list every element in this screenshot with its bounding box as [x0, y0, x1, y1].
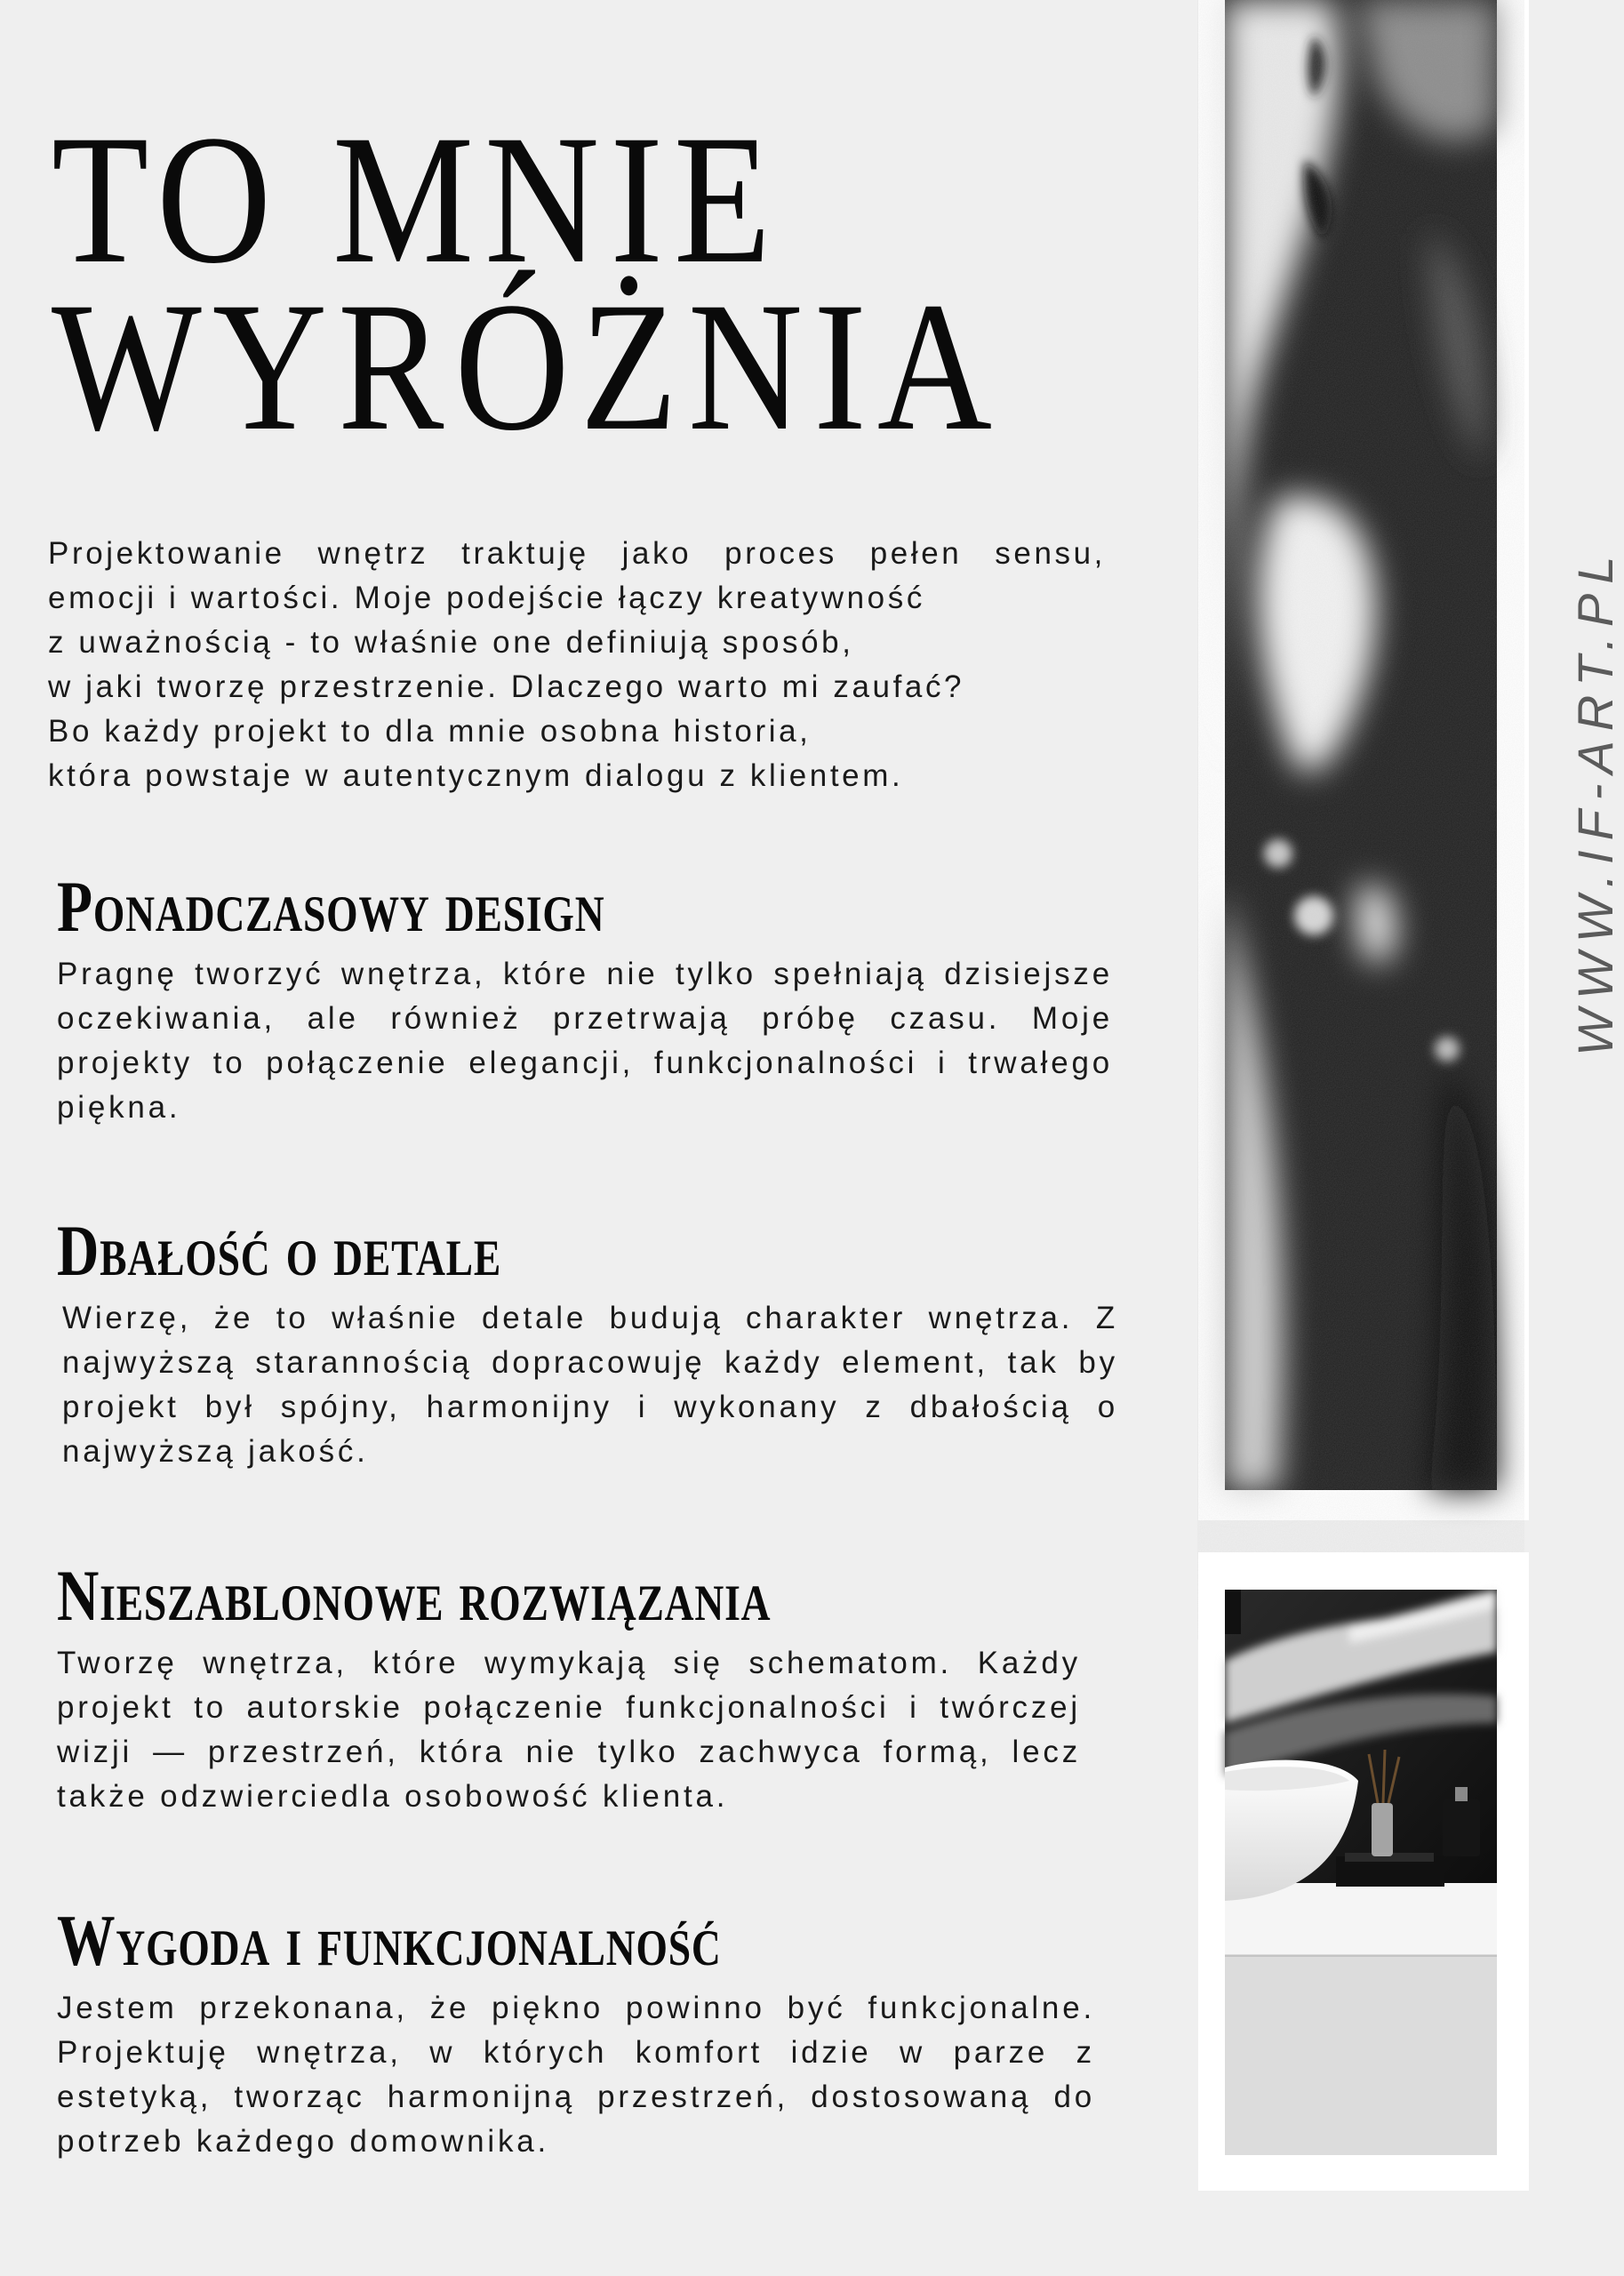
bathroom-photo: [1225, 1590, 1497, 2155]
intro-line: w jaki tworzę przestrzenie. Dlaczego warto mi zaufać?: [48, 669, 965, 704]
section-unconventional-solutions: [57, 1556, 1081, 1819]
photo-frame-marble: [1198, 0, 1529, 1520]
intro-line: z uważnością - to właśnie one definiują sposób,: [48, 625, 854, 660]
page-title-line-1: TO MNIE: [52, 97, 782, 301]
intro-line: która powstaje w autentycznym dialogu z klientem.: [48, 758, 904, 793]
intro-paragraph: [48, 532, 1106, 798]
marble-photo: [1225, 0, 1497, 1490]
intro-line: emocji i wartości. Moje podejście łączy kreatywność: [48, 581, 925, 615]
section-attention-to-detail: [57, 1211, 1118, 1474]
section-heading: Dbałość o detale: [57, 1210, 502, 1291]
section-heading: Ponadczasowy design: [57, 866, 605, 947]
section-text: Jestem przekonana, że piękno powinno być funkcjonalne. Projektuję wnętrza, w których komfort idzie w parze z estetyką, tworząc harmonijną przestrzeń, dostosowaną do potrzeb każdego domownika.: [57, 1991, 1095, 2159]
page-title: [52, 97, 1007, 469]
section-text: Pragnę tworzyć wnętrza, które nie tylko spełniają dzisiejsze oczekiwania, ale również przetrwają próbę czasu. Moje projekty to połączenie elegancji, funkcjonalności i trwałego piękna.: [57, 957, 1113, 1125]
photo-frame-bathroom: [1198, 1552, 1529, 2191]
website-url: WWW.IF-ART.PL: [1567, 546, 1623, 1056]
intro-line: Projektowanie wnętrz traktuję jako proces pełen sensu,: [48, 536, 1106, 571]
page-title-line-2: WYRÓŻNIA: [52, 264, 1004, 469]
section-heading: Nieszablonowe rozwiązania: [57, 1555, 772, 1636]
marble-texture-image: [1225, 0, 1497, 1490]
section-text: Tworzę wnętrza, które wymykają się schematom. Każdy projekt to autorskie połączenie funkcjonalności i twórczej wizji — przestrzeń, która nie tylko zachwyca formą, lecz także odzwierciedla osobowość klienta.: [57, 1646, 1081, 1814]
intro-line: Bo każdy projekt to dla mnie osobna historia,: [48, 714, 812, 749]
section-comfort-functionality: [57, 1901, 1095, 2164]
bathroom-sink-image: [1225, 1590, 1497, 2155]
section-text: Wierzę, że to właśnie detale budują charakter wnętrza. Z najwyższą starannością dopracowuję każdy element, tak by projekt był spójny, harmonijny i wykonany z dbałością o najwyższą jakość.: [62, 1301, 1118, 1469]
section-timeless-design: [57, 867, 1113, 1130]
section-heading: Wygoda i funkcjonalność: [57, 1900, 722, 1981]
